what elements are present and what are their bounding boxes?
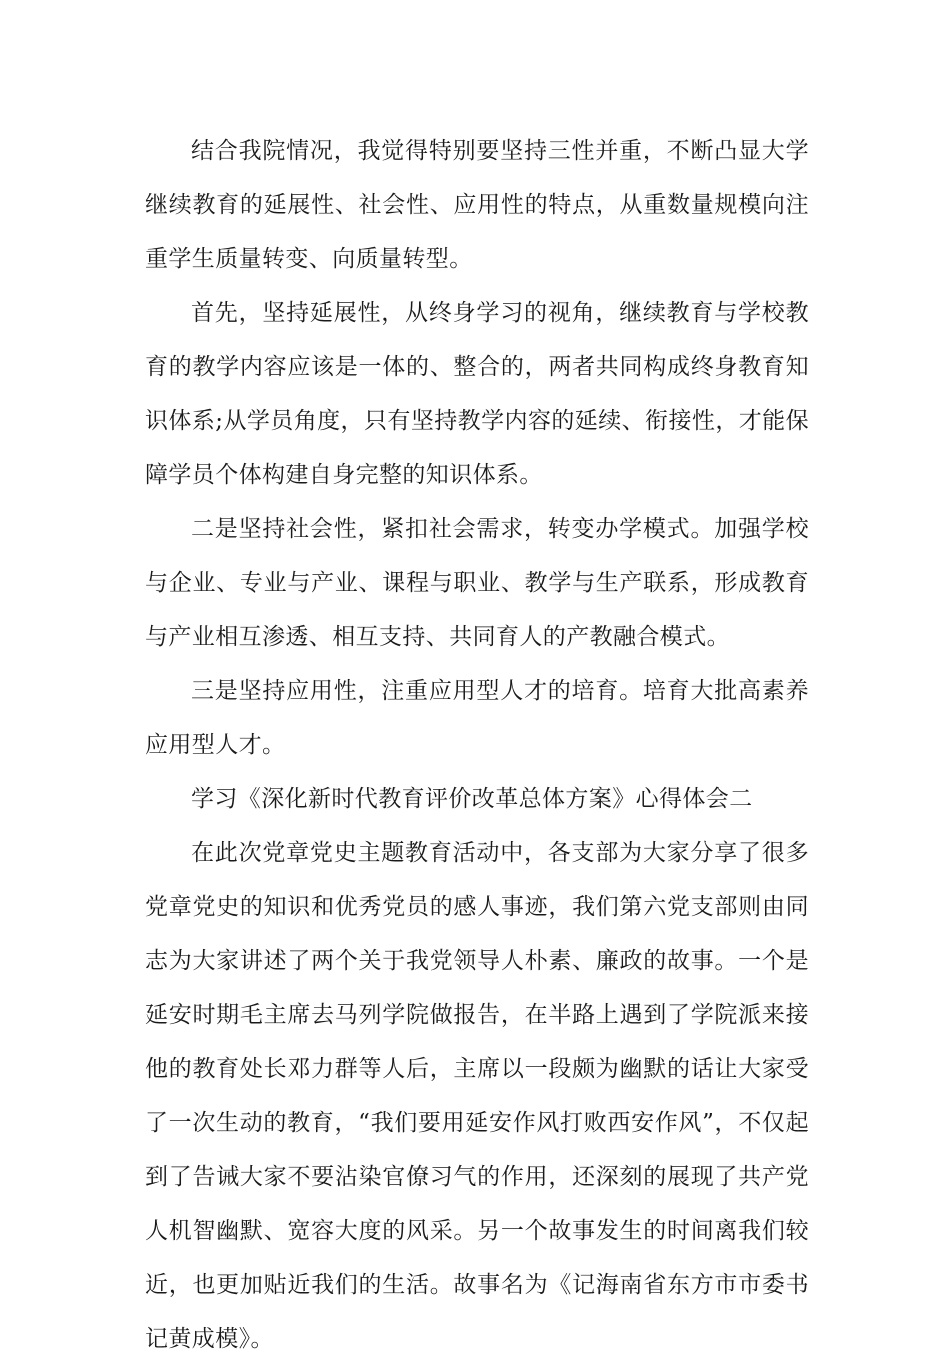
paragraph-1: 结合我院情况，我觉得特别要坚持三性并重，不断凸显大学继续教育的延展性、社会性、应用性的特点，从重数量规模向注重学生质量转变、向质量转型。	[145, 138, 809, 272]
paragraph-2: 首先，坚持延展性，从终身学习的视角，继续教育与学校教育的教学内容应该是一体的、整合的，两者共同构成终身教育知识体系;从学员角度，只有坚持教学内容的延续、衔接性，才能保障学员个体构建自身完整的知识体系。	[145, 300, 809, 488]
document-body	[145, 124, 809, 1366]
paragraph-4: 三是坚持应用性，注重应用型人才的培育。培育大批高素养应用型人才。	[145, 678, 809, 758]
section-paragraph: 在此次党章党史主题教育活动中，各支部为大家分享了很多党章党史的知识和优秀党员的感人事迹，我们第六党支部则由同志为大家讲述了两个关于我党领导人朴素、廉政的故事。一个是延安时期毛主席去马列学院做报告，在半路上遇到了学院派来接他的教育处长邓力群等人后，主席以一段颇为幽默的话让大家受了一次生动的教育，“我们要用延安作风打败西安作风”，不仅起到了告诫大家不要沾染官僚习气的作用，还深刻的展现了共产党人机智幽默、宽容大度的风采。另一个故事发生的时间离我们较近，也更加贴近我们的生活。故事名为《记海南省东方市市委书记黄成模》。	[145, 840, 809, 1352]
paragraph-3: 二是坚持社会性，紧扣社会需求，转变办学模式。加强学校与企业、专业与产业、课程与职业、教学与生产联系，形成教育与产业相互渗透、相互支持、共同育人的产教融合模式。	[145, 516, 809, 650]
section-heading: 学习《深化新时代教育评价改革总体方案》心得体会二	[191, 786, 753, 812]
